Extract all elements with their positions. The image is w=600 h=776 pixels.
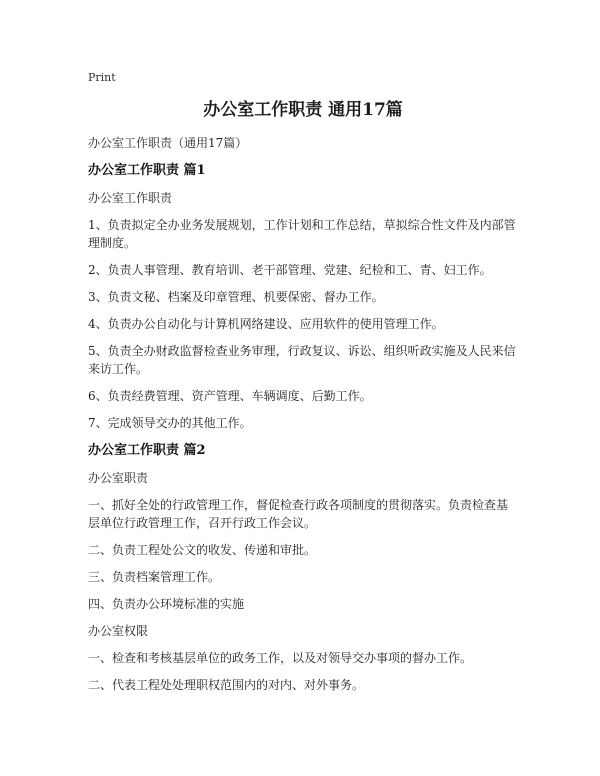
paragraph: 7、完成领导交办的其他工作。: [88, 416, 252, 430]
paragraph: 1、负责拟定全办业务发展规划，工作计划和工作总结，草拟综合性文件及内部管理制度。: [88, 218, 516, 250]
paragraph: 办公室工作职责: [88, 191, 173, 205]
paragraph: 一、抓好全处的行政管理工作，督促检查行政各项制度的贯彻落实。负责检查基层单位行政管理工作，召开行政工作会议。: [88, 498, 509, 530]
paragraph: 3、负责文秘、档案及印章管理、机要保密、督办工作。: [88, 290, 384, 304]
paragraph: 一、检查和考核基层单位的政务工作，以及对领导交办事项的督办工作。: [88, 651, 473, 665]
print-link[interactable]: Print: [88, 71, 116, 84]
paragraph: 四、负责办公环境标准的实施: [88, 597, 245, 611]
paragraph: 4、负责办公自动化与计算机网络建设、应用软件的使用管理工作。: [88, 317, 444, 331]
section-1: [88, 161, 518, 432]
paragraph: 办公室职责: [88, 471, 149, 485]
paragraph: 6、负责经费管理、资产管理、车辆调度、后勤工作。: [88, 389, 372, 403]
document-title: 办公室工作职责 通用17篇: [203, 100, 403, 120]
section-2: [88, 441, 518, 694]
paragraph: 二、负责工程处公文的收发、传递和审批。: [88, 543, 317, 557]
paragraph: 5、负责全办财政监督检查业务审理，行政复议、诉讼、组织听政实施及人民来信来访工作。: [88, 344, 516, 376]
section-heading: 办公室工作职责 篇1: [88, 163, 206, 178]
paragraph: 办公室权限: [88, 624, 149, 638]
paragraph: 2、负责人事管理、教育培训、老干部管理、党建、纪检和工、青、妇工作。: [88, 263, 492, 277]
document-page: [88, 70, 518, 703]
paragraph: 三、负责档案管理工作。: [88, 570, 221, 584]
section-heading: 办公室工作职责 篇2: [88, 443, 206, 458]
document-subtitle: 办公室工作职责（通用17篇）: [88, 136, 248, 150]
paragraph: 二、代表工程处处理职权范围内的对内、对外事务。: [88, 678, 365, 692]
